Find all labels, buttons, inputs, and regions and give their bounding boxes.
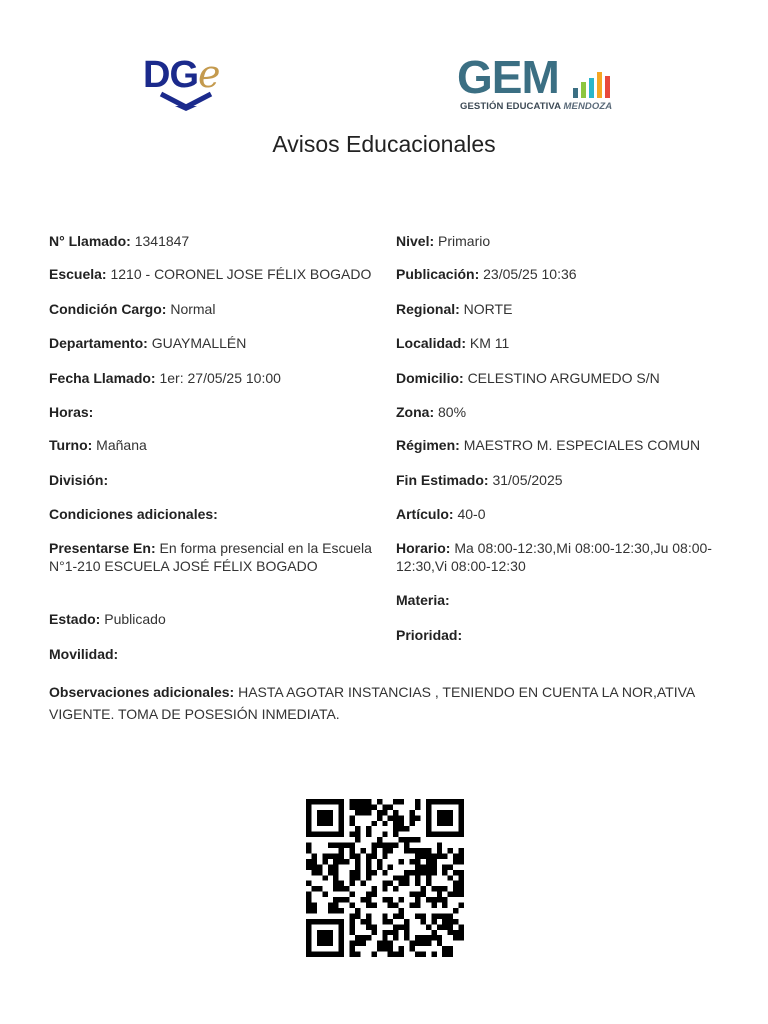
field — [49, 471, 384, 489]
field-label: Artículo: — [396, 506, 454, 522]
field-value: 23/05/25 10:36 — [483, 266, 577, 282]
field-label: Domicilio: — [396, 370, 464, 386]
field — [396, 539, 726, 575]
field — [49, 610, 384, 628]
field-value: Primario — [438, 233, 491, 249]
field-value: CELESTINO ARGUMEDO S/N — [467, 370, 660, 386]
field-label: Movilidad: — [49, 646, 119, 662]
field-label: Horas: — [49, 404, 94, 420]
field — [49, 403, 384, 421]
field — [49, 369, 384, 387]
observaciones-value: HASTA AGOTAR INSTANCIAS , TENIENDO EN CUENTA LA NOR,ATIVA VIGENTE. TOMA DE POSESIÓN INMEDIATA. — [49, 684, 695, 722]
field — [49, 505, 384, 523]
field-value: Mañana — [96, 437, 147, 453]
field — [396, 626, 726, 644]
dge-logo-letters: DG — [143, 54, 198, 96]
field-label: Prioridad: — [396, 627, 463, 643]
field-label: Regional: — [396, 301, 460, 317]
field — [49, 334, 384, 352]
field — [49, 265, 384, 283]
qr-code-icon — [306, 797, 464, 959]
field-value: KM 11 — [469, 335, 510, 351]
field — [396, 436, 726, 454]
gem-logo-wordmark: GEM — [457, 51, 559, 103]
field-value: Publicado — [104, 611, 166, 627]
field-label: Horario: — [396, 540, 451, 556]
field-label: Materia: — [396, 592, 450, 608]
dge-logo — [140, 52, 240, 118]
field — [396, 300, 726, 318]
field — [396, 591, 726, 609]
field — [396, 334, 726, 352]
open-book-icon — [158, 90, 214, 112]
field-value: Normal — [170, 301, 216, 317]
field — [396, 505, 726, 523]
field-value: Ma 08:00-12:30,Mi 08:00-12:30,Ju 08:00-12:30,Vi 08:00-12:30 — [396, 540, 712, 574]
field-label: Fin Estimado: — [396, 472, 489, 488]
field — [49, 300, 384, 318]
gem-logo-subtitle: GESTIÓN EDUCATIVA — [460, 101, 561, 112]
field-label: Presentarse En: — [49, 540, 156, 556]
field-label: Estado: — [49, 611, 101, 627]
field-label: N° Llamado: — [49, 233, 131, 249]
field-value: 1341847 — [134, 233, 190, 249]
field-label: Zona: — [396, 404, 435, 420]
field-label: Condición Cargo: — [49, 301, 167, 317]
field-value: MAESTRO M. ESPECIALES COMUN — [463, 437, 701, 453]
field — [396, 471, 726, 489]
gem-logo — [457, 51, 617, 120]
gem-logo-subtitle-accent: MENDOZA — [563, 101, 613, 112]
field-label: Departamento: — [49, 335, 148, 351]
field — [49, 645, 384, 663]
field-value: GUAYMALLÉN — [151, 335, 247, 351]
field-value: NORTE — [463, 301, 513, 317]
field-label: Nivel: — [396, 233, 435, 249]
field-label: Condiciones adicionales: — [49, 506, 218, 522]
field-label: Localidad: — [396, 335, 467, 351]
field-label: Turno: — [49, 437, 93, 453]
observaciones-field — [49, 681, 729, 725]
field — [49, 436, 384, 454]
field-value: 1er: 27/05/25 10:00 — [159, 370, 281, 386]
field-label: Régimen: — [396, 437, 460, 453]
field-label: Publicación: — [396, 266, 480, 282]
page-title: Avisos Educacionales — [272, 131, 496, 157]
field — [396, 369, 726, 387]
field — [396, 265, 726, 283]
observaciones-label: Observaciones adicionales: — [49, 684, 235, 700]
field — [49, 539, 384, 575]
bar-chart-icon — [573, 64, 611, 98]
field — [396, 403, 726, 421]
field-label: Escuela: — [49, 266, 107, 282]
dge-logo-accent: e — [198, 52, 220, 96]
field-value: 80% — [438, 404, 467, 420]
field-value: 31/05/2025 — [492, 472, 563, 488]
field-label: Fecha Llamado: — [49, 370, 156, 386]
field — [49, 232, 384, 250]
field — [396, 232, 726, 250]
field-value: En forma presencial en la Escuela N°1-210 ESCUELA JOSÉ FÉLIX BOGADO — [49, 540, 372, 574]
field-value: 1210 - CORONEL JOSE FÉLIX BOGADO — [110, 266, 372, 282]
field-label: División: — [49, 472, 109, 488]
field-value: 40-0 — [457, 506, 486, 522]
